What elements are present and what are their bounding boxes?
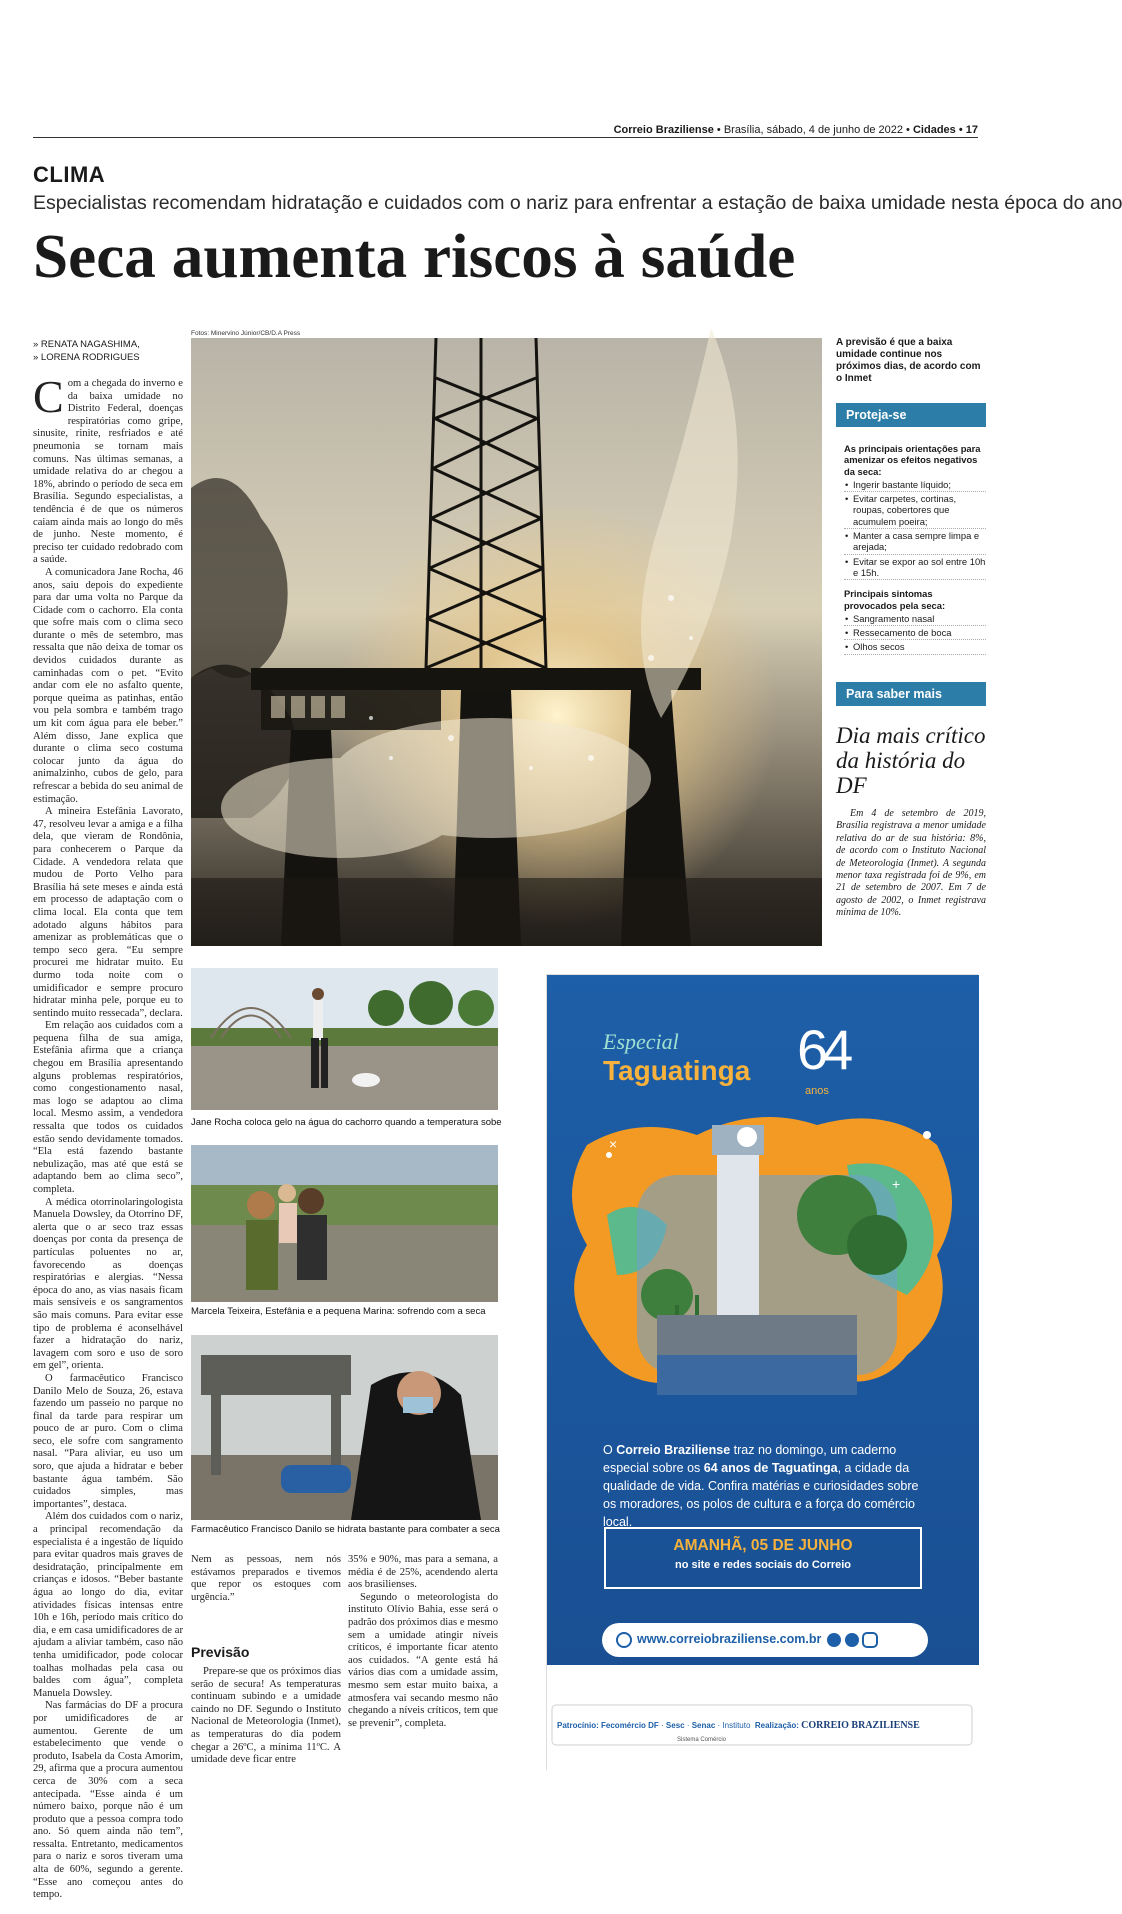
ad-anos: anos	[805, 1085, 829, 1097]
taguatinga-ad[interactable]	[546, 974, 978, 1770]
paragraph-text: 35% e 90%, mas para a semana, a média é de 25%, acendendo alerta aos brasilienses.	[348, 1554, 498, 1591]
article-paragraph	[348, 1592, 498, 1731]
page-header	[33, 124, 978, 138]
article-column-3	[348, 1554, 498, 1730]
article-paragraph	[191, 1666, 341, 1767]
photo-credit: Fotos: Minervino Júnior/CB/D.A Press	[191, 330, 301, 337]
ad-body-mid: traz no domingo, um caderno especial sobre os	[603, 1443, 897, 1475]
dateline: • Brasília, sábado, 4 de junho de 2022 •	[716, 124, 910, 136]
main-photo	[191, 338, 822, 946]
list-item: • Sangramento nasal	[844, 613, 986, 626]
paragraph-text: Nem as pessoas, nem nós estávamos preparados e tivemos que repor os estoques com urgência.”	[191, 1554, 341, 1603]
previsao-subhead: Previsão	[191, 1644, 250, 1660]
svg-text:+: +	[892, 1176, 901, 1192]
list-item: • Evitar carpetes, cortinas, roupas, cobertores que acumulem poeira;	[844, 493, 986, 529]
marcela-photo	[191, 1145, 498, 1302]
ad-body	[603, 1441, 933, 1531]
ad-body-post: , a cidade da qualidade de vida. Confira matérias e curiosidades sobre os moradores, os polos de cultura e a força do comércio local.	[603, 1461, 919, 1529]
article-paragraph	[33, 806, 183, 1020]
list-item: • Olhos secos	[844, 641, 986, 654]
paragraph-text: Prepare-se que os próximos dias serão de secura! As temperaturas continuam subindo e a umidade caindo no DF. Segundo o Instituto Nacional de Meteorologia (Inmet), as temperaturas do dia podem chegar a 26ºC, a mínima 11ºC. A umidade deve ficar entre	[191, 1666, 341, 1766]
byline-1: » RENATA NAGASHIMA,	[33, 339, 140, 350]
ad-body-brand: Correio Braziliense	[616, 1443, 731, 1457]
ad-realizacao-label: Realização:	[754, 1721, 799, 1730]
sponsor-sesc: Sesc	[665, 1721, 685, 1730]
saber-mais-text	[836, 808, 986, 920]
ad-sistema: Sistema Comércio	[677, 1737, 727, 1743]
ad-patrocinio-label: Patrocínio:	[557, 1721, 599, 1730]
proteja-list-2	[844, 613, 986, 655]
list-item: • Ressecamento de boca	[844, 627, 986, 640]
byline-2: » LORENA RODRIGUES	[33, 352, 140, 363]
jane-photo	[191, 968, 498, 1110]
saber-mais-paragraph: Em 4 de setembro de 2019, Brasília registrava a menor umidade relativa do ar de sua história: 8%, de acordo com o Instituto Nacional de Meteorologia (Inmet). A segunda menor taxa registrada foi de 9%, em 21 de setembro de 2007. Em 7 de agosto de 2002, o Inmet registrava mínima de 10%.	[836, 808, 986, 919]
article-column-1	[33, 371, 183, 1901]
saber-mais-headline: Dia mais crítico da história do DF	[836, 723, 986, 798]
women-child-image	[191, 1145, 498, 1302]
sponsor-instituto: Instituto	[722, 1721, 751, 1730]
section-name: Cidades	[912, 124, 956, 136]
paragraph-text: Em relação aos cuidados com a pequena filha de sua amiga, Estefânia afirma que a criança chegou em Brasília apresentando alguns problemas respiratórios, como congestionamento nasal, mas logo se adaptou ao clima local. Mesmo assim, a vendedora ressalta que todos os cuidados estão sendo devidamente tomados. “Ela está fazendo bastante nebulização, mas até que está se adaptando bem ao clima seco”, completa.	[33, 1020, 183, 1195]
proteja-box	[844, 443, 986, 663]
ad-city: Taguatinga	[603, 1055, 751, 1086]
article-column-2-bottom	[191, 1666, 341, 1767]
ad-cta-sub: no site e redes sociais do Correio	[674, 1559, 852, 1571]
ad-body-bold: 64 anos de Taguatinga	[703, 1461, 838, 1475]
proteja-heading-2: Principais sintomas provocados pela seca:	[844, 588, 946, 611]
francisco-caption: Farmacêutico Francisco Danilo se hidrata bastante para combater a seca	[191, 1524, 500, 1535]
article-paragraph	[33, 1511, 183, 1700]
paragraph-text: A comunicadora Jane Rocha, 46 anos, saiu depois do expediente para dar uma volta no Parque da Cidade com o cachorro. Ela conta que sofre mais com o clima seco durante o mês de setembro, mas ressalta que não deixa de tomar os devidos cuidados durante as caminhadas com o pet. “Evito andar com ele no asfalto quente, porque queima as patinhas, então vou pela sombra e também trago um kit com água para ele beber.” Além disso, Jane explica que durante o clima seco costuma colocar junto da água do animalzinho, cubos de gelo, para refrescar a bebida do seu animal de estimação.	[33, 566, 183, 805]
proteja-header: Proteja-se	[836, 403, 986, 427]
paragraph-text: Nas farmácias do DF a procura por umidificadores de ar aumentou. Gerente de um estabelecimento que vende o produto, Isabela da Costa Amorim, 29, afirma que a procura aumentou cerca de 30% com a seca antecipada. “Esse ainda é um número baixo, porque não é um produto que a pessoa compra todo ano. Só quem ainda não tem”, ressalta. Entretanto, medicamentos para o nariz e soros tiveram uma alta de 60%, segundo a gerente. “Esse ano começou antes do tempo.	[33, 1700, 183, 1901]
tower-fountain-image	[191, 338, 822, 946]
drop-cap: C	[33, 371, 64, 422]
ad-especial: Especial	[603, 1029, 679, 1054]
article-column-2-top	[191, 1554, 341, 1604]
marcela-caption: Marcela Teixeira, Estefânia e a pequena Marina: sofrendo com a seca	[191, 1306, 486, 1317]
jane-caption: Jane Rocha coloca gelo na água do cachorro quando a temperatura sobe	[191, 1117, 502, 1128]
paragraph-text: A médica otorrinolaringologista Manuela Dowsley, da Otorrino DF, alerta que o ar seco traz essas doenças por conta da presença de partículas poluentes no ar, favorecendo as doenças respiratórias e alergias. “Nessa época do ano, as vias nasais ficam mais sensíveis e os sangramentos são mais comuns. Para evitar esse tipo de problema é aconselhável fazer a hidratação do nariz, lavagem com soro e uso de soro em gel”, orienta.	[33, 1196, 183, 1372]
man-drinking-image	[191, 1335, 498, 1520]
paragraph-text: Segundo o meteorologista do instituto Olívio Bahia, esse será o padrão dos próximos dias e mesmo sem a umidade atingir níveis críticos, é importante ficar atento aos cuidados. “A gente está há vários dias com a umidade assim, mesmo sem estar muito baixa, a atmosfera vai secando mesmo não chegando a níveis críticos, tem que se prevenir”, completa.	[348, 1591, 498, 1729]
list-item: • Manter a casa sempre limpa e arejada;	[844, 530, 986, 555]
article-paragraph	[33, 371, 183, 567]
paragraph-text: om a chegada do inverno e da baixa umidade no Distrito Federal, doenças respiratórias como gripe, sinusite, rinite, resfriados e até pneumonia se tornam mais comuns. Nas últimas semanas, a umidade relativa do ar chegou a 18%, abrindo o período de seca em Brasília. Segundo especialistas, a tendência é de que os números caiam ainda mais ao longo do mês de junho. Neste momento, é preciso ter cuidado redobrado com a saúde.	[33, 378, 183, 566]
page-number: • 17	[958, 124, 978, 136]
proteja-heading-1: As principais orientações para amenizar os efeitos negativos da seca:	[844, 443, 981, 477]
svg-text:×: ×	[609, 1136, 618, 1152]
list-item: • Evitar se expor ao sol entre 10h e 15h.	[844, 556, 986, 581]
section-label: CLIMA	[33, 162, 106, 187]
ad-realizador-logo: CORREIO BRAZILIENSE	[801, 1720, 920, 1731]
paragraph-text: O farmacêutico Francisco Danilo Melo de Souza, 26, estava fazendo um passeio no parque no final da tarde para respirar um pouco de ar puro. Com o clima seco, ele sofre com sangramento nasal. “Para aliviar, eu uso um soro, que ajuda a hidratar e beber bastante água também. São cuidados simples, mas importantes”, destaca.	[33, 1372, 183, 1510]
article-paragraph	[33, 567, 183, 806]
proteja-list-1	[844, 479, 986, 580]
article-subtitle: Especialistas recomendam hidratação e cuidados com o nariz para enfrentar a estação de baixa umidade nesta época do ano	[33, 192, 1122, 214]
ad-sponsors: Patrocínio: Fecomércio DF · Sesc · Senac · Instituto Realização: CORREIO BRAZILIENSE	[557, 1720, 920, 1731]
main-photo-caption: A previsão é que a baixa umidade continue nos próximos dias, de acordo com o Inmet	[836, 337, 981, 384]
article-headline: Seca aumenta riscos à saúde	[33, 223, 796, 291]
ad-cta-title: AMANHÃ, 05 DE JUNHO	[673, 1537, 853, 1554]
article-paragraph	[33, 1700, 183, 1902]
ad-body-pre: O	[603, 1443, 613, 1457]
paper-name: Correio Braziliense	[613, 124, 714, 136]
article-paragraph	[191, 1554, 341, 1604]
list-item: • Ingerir bastante líquido;	[844, 479, 986, 492]
saber-mais-header: Para saber mais	[836, 682, 986, 706]
paragraph-text: A mineira Estefânia Lavorato, 47, resolveu levar a amiga e a filha dela, que vieram de Rondônia, para conhecerem o Parque da Cidade. A vendedora relata que mudou de Porto Velho para Brasília há sete meses e ainda está em processo de adaptação com o clima local. Ela conta que tem adotado alguns hábitos para amenizar as problemáticas que o tempo seco gera. “Eu sempre procurei me hidratar muito. Eu durmo toda noite com o umidificador e sempre procuro hidratar minha pele, porque eu to sentindo muito ressecada”, declara.	[33, 806, 183, 1019]
header-right	[614, 124, 978, 136]
article-paragraph	[33, 1373, 183, 1512]
sponsor-fecomercio: Fecomércio DF	[601, 1721, 659, 1730]
article-paragraph	[33, 1197, 183, 1373]
article-paragraph	[348, 1554, 498, 1592]
paragraph-text: Além dos cuidados com o nariz, a principal recomendação da especialista é a ingestão de líquido para evitar quadros mais graves de desidratação, principalmente em crianças e idosos. “Beber bastante água ao longo do dia, evitar atividades físicas intensas entre 10h e 16h, período mais crítico do dia, e em casa umidificadores de ar ajudam a aliviar também, caso não tenha umidificador, pode colocar toalhas molhadas pela casa ou baldes com água”, completa Manuela Dowsley.	[33, 1511, 183, 1699]
ad-number: 64	[797, 1018, 848, 1081]
sponsor-senac: Senac	[691, 1721, 716, 1730]
ad-url-link[interactable]: www.correiobraziliense.com.br	[637, 1632, 822, 1646]
article-paragraph	[33, 1020, 183, 1196]
jane-dog-image	[191, 968, 498, 1110]
francisco-photo	[191, 1335, 498, 1520]
ad-artwork	[547, 975, 979, 1771]
